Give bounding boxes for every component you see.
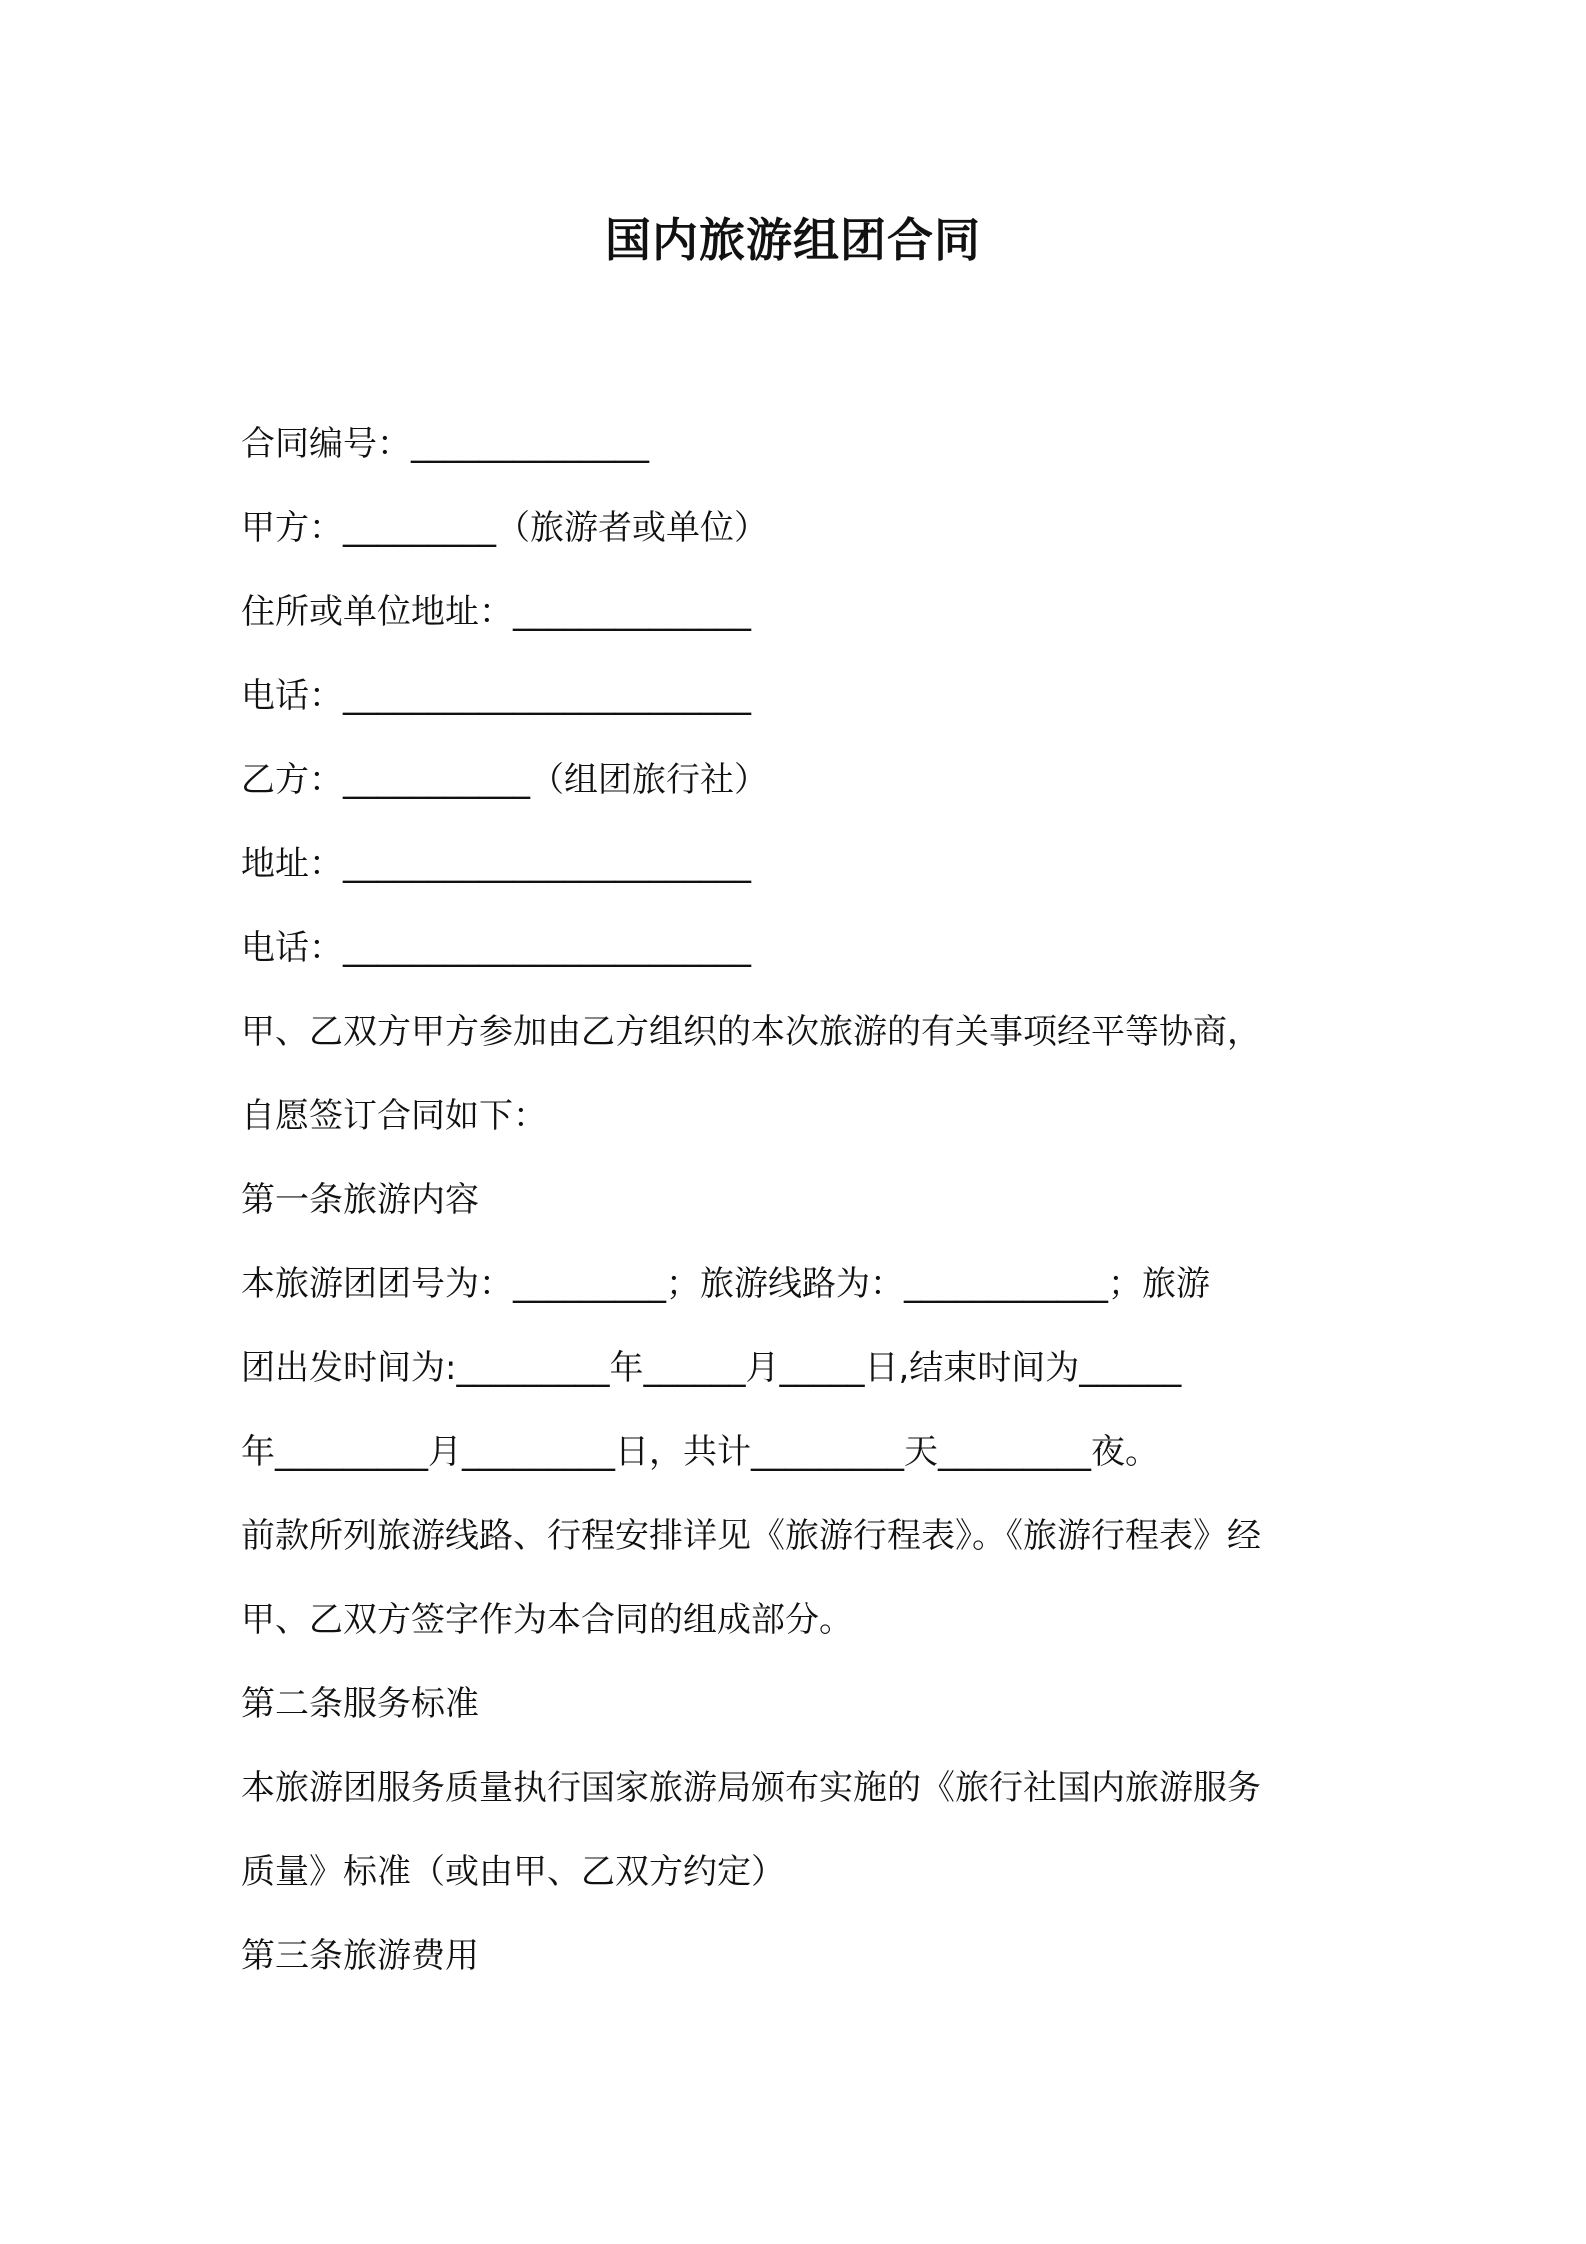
document-title: 国内旅游组团合同 [605, 213, 981, 267]
intro-line-2: 自愿签订合同如下： [241, 1096, 547, 1136]
article-3-heading: 第三条旅游费用 [241, 1936, 479, 1976]
contract-number-line: 合同编号：______________ [241, 424, 649, 464]
contract-body [241, 402, 1361, 1998]
party-b-address-line: 地址：________________________ [241, 844, 751, 884]
party-a-line: 甲方：_________（旅游者或单位） [241, 508, 768, 548]
party-a-address-line: 住所或单位地址：______________ [241, 592, 751, 632]
article-1-line-2: 团出发时间为:_________年______月_____日,结束时间为______ [241, 1348, 1182, 1388]
intro-line-1: 甲、乙双方甲方参加由乙方组织的本次旅游的有关事项经平等协商， [241, 1012, 1261, 1052]
party-b-phone-line: 电话：________________________ [241, 928, 751, 968]
article-1-line-5: 甲、乙双方签字作为本合同的组成部分。 [241, 1600, 853, 1640]
party-a-phone-line: 电话：________________________ [241, 676, 751, 716]
article-1-line-1: 本旅游团团号为：_________；旅游线路为：____________；旅游 [241, 1264, 1210, 1304]
party-b-line: 乙方：___________（组团旅行社） [241, 760, 768, 800]
article-1-line-3: 年_________月_________日，共计_________天_________夜。 [241, 1432, 1159, 1472]
article-2-line-2: 质量》标准（或由甲、乙双方约定） [241, 1852, 785, 1892]
article-2-line-1: 本旅游团服务质量执行国家旅游局颁布实施的《旅行社国内旅游服务 [241, 1768, 1261, 1808]
article-1-line-4: 前款所列旅游线路、行程安排详见《旅游行程表》。《旅游行程表》经 [241, 1516, 1261, 1556]
article-2-heading: 第二条服务标准 [241, 1684, 479, 1724]
article-1-heading: 第一条旅游内容 [241, 1180, 479, 1220]
